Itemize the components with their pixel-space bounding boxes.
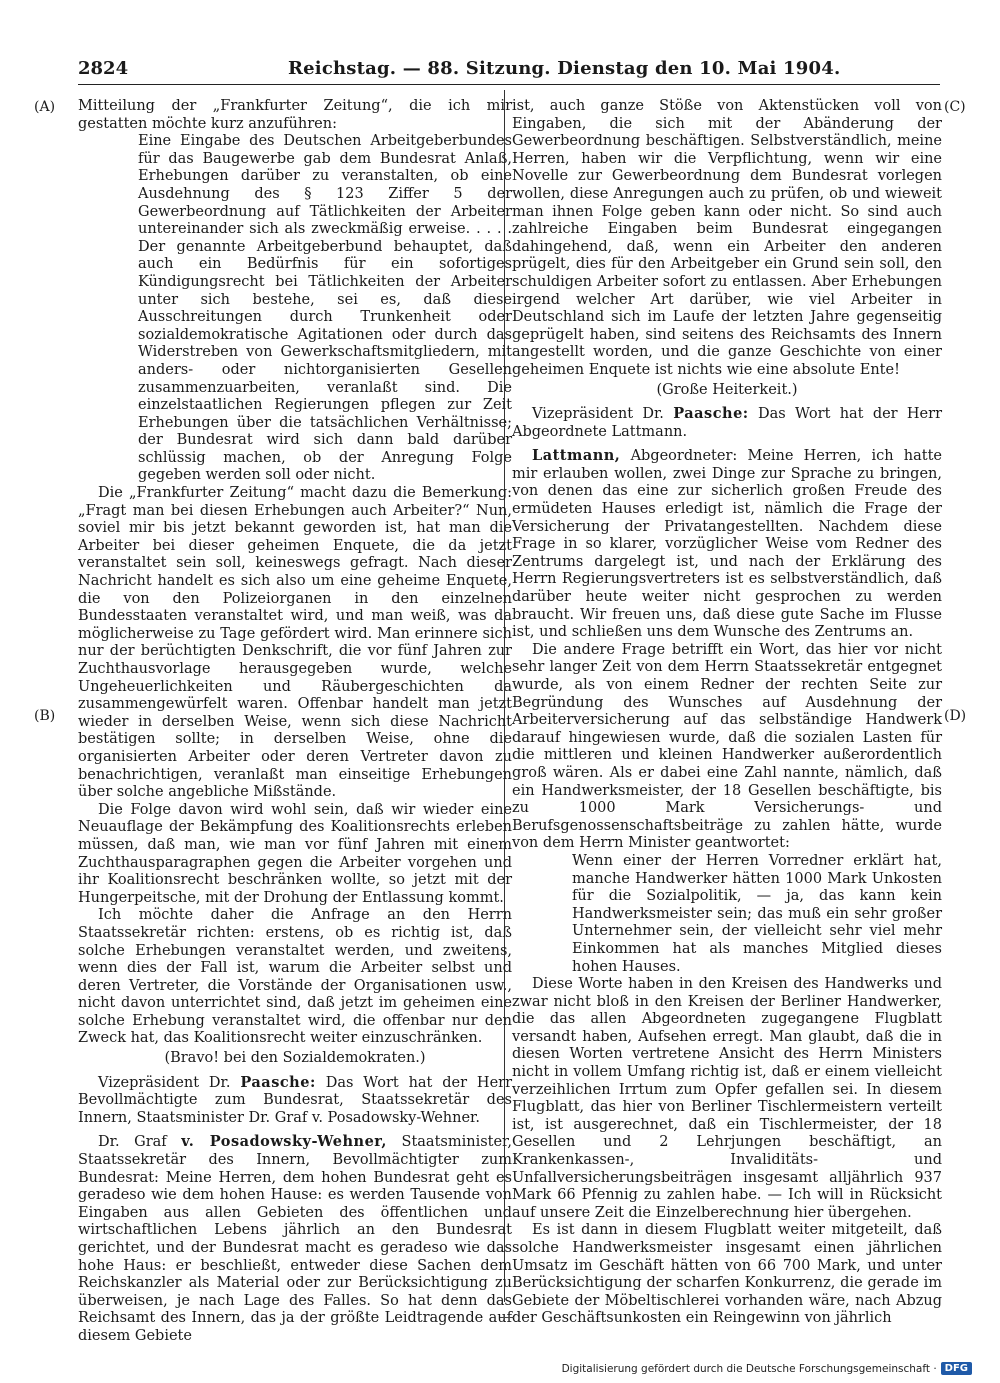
paragraph: Diese Worte haben in den Kreisen des Handwerks und zwar nicht bloß in den Kreisen der Berliner Handwerker, die das allen Abgeordneten zugegangene Flugblatt versandt haben, Aufsehen erregt. Man glaubt, daß die in diesen Worten vertretene Ansicht des Herrn Ministers nicht in vollem Umfang richtig ist, daß er einem vielleicht verzeihlichen Irrtum zum Opfer gefallen sei. In diesem Flugblatt, das hier von Berliner Tischlermeistern verteilt ist, ist ausgerechnet, daß ein Tischlermeister, der 18 Gesellen und 2 Lehrjungen beschäftigt, an Krankenkassen-, Invaliditäts- und Unfallversicherungsbeiträgen insgesamt alljährlich 937 Mark 66 Pfennig zu zahlen habe. — Ich will in Rücksicht auf unsere Zeit die Einzelberechnung hier übergehen.: [512, 976, 942, 1221]
interjection: (Große Heiterkeit.): [656, 381, 798, 398]
speaker-text: Abgeordneter: Meine Herren, ich hatte mir erlauben wollen, zwei Dinge zur Sprache zu bringen, von denen das eine zur sicherlich großen Freude des ermüdeten Hauses erledigt ist, nämlich die Frage der Versicherung der Privatangestellten. Nachdem diese Frage in so klarer, vorzüglicher Weise vom Redner des Zentrums dargelegt ist, und nach der Erklärung des Herrn Regierungsvertreters ist es selbstverständlich, daß darüber heute weiter nicht gesprochen zu werden braucht. Wir freuen uns, daß diese gute Sache im Flusse ist, und schließen uns dem Wunsche des Zentrums an.: [512, 448, 942, 641]
footer: [562, 1362, 972, 1375]
right-column: [512, 98, 942, 1328]
speaker-paragraph: [512, 447, 942, 642]
speaker-name: Paasche:: [673, 405, 749, 423]
speaker-name: Paasche:: [240, 1073, 316, 1091]
running-title: Reichstag. — 88. Sitzung. Dienstag den 10. Mai 1904.: [288, 58, 841, 79]
footer-text: Digitalisierung gefördert durch die Deutsche Forschungsgemeinschaft ·: [561, 1362, 937, 1375]
speaker-paragraph: [78, 1133, 512, 1345]
block-quote: Wenn einer der Herren Vorredner erklärt hat, manche Handwerker hätten 1000 Mark Unkosten für die Sozialpolitik, — ja, das kann kein Handwerksmeister sein; das muß ein sehr großer Unternehmer sein, der vielleicht sehr viel mehr Einkommen hat als manches Mitglied dieses hohen Hauses.: [572, 852, 942, 975]
paragraph: Mitteilung der „Frankfurter Zeitung“, die ich mir gestatten möchte kurz anzuführen:: [78, 98, 512, 132]
interjection: (Bravo! bei den Sozialdemokraten.): [164, 1050, 426, 1067]
margin-letter-a: (A): [34, 99, 56, 115]
paragraph: Ich möchte daher die Anfrage an den Herrn Staatssekretär richten: erstens, ob es richtig ist, daß solche Erhebungen veranstaltet werden, und zweitens, wenn dies der Fall ist, warum die Arbeiter selbst und deren Vertreter, die Vorstände der Organisationen usw., nicht davon unterrichtet sind, daß jetzt im geheimen eine solche Erhebung veranstaltet wird, die offenbar nur den Zweck hat, das Koalitionsrecht weiter einzuschränken.: [78, 907, 512, 1047]
speaker-paragraph: [512, 405, 942, 441]
left-column: [78, 98, 512, 1346]
speaker-text: Das Wort hat der Herr Abgeordnete Lattmann.: [512, 406, 943, 440]
block-quote: Eine Eingabe des Deutschen Arbeitgeberbundes für das Baugewerbe gab dem Bundesrat Anlaß, Erhebungen darüber zu veranstalten, ob eine Ausdehnung des § 123 Ziffer 5 der Gewerbeordnung auf Tätlichkeiten der Arbeiter untereinander sich als zweckmäßig erweise. . . . . Der genannte Arbeitgeberbund behauptet, daß auch ein Bedürfnis für ein sofortiges Kündigungsrecht bei Tätlichkeiten der Arbeiter unter sich bestehe, sei es, daß diese Ausschreitungen durch Trunkenheit oder sozialdemokratische Agitationen oder durch das Widerstreben von Gewerkschaftsmitgliedern, mit anders- oder nichtorganisierten Gesellen zusammenzuarbeiten, veranlaßt sind. Die einzelstaatlichen Regierungen pflegen zur Zeit Erhebungen über die tatsächlichen Verhältnisse; der Bundesrat wird sich dann bald darüber schlüssig machen, ob der Anregung Folge gegeben werden soll oder nicht.: [138, 133, 512, 484]
speaker-name: Lattmann,: [532, 447, 621, 465]
paragraph: Die „Frankfurter Zeitung“ macht dazu die Bemerkung: „Fragt man bei diesen Erhebungen auch Arbeiter?“ Nun, soviel mir bis jetzt bekannt geworden ist, hat man die Arbeiter bei dieser geheimen Enquete, die da jetzt veranstaltet sein soll, keineswegs gefragt. Nach dieser Nachricht handelt es sich also um eine geheime Enquete, die von den Polizeiorganen in den einzelnen Bundesstaaten veranstaltet wird, und man weiß, was da möglicherweise zu Tage gefördert wird. Man erinnere sich nur der berüchtigten Denkschrift, die vor fünf Jahren zur Zuchthausvorlage herausgegeben wurde, welche Ungeheuerlichkeiten und Räubergeschichten da zusammengewürfelt waren. Offenbar handelt man jetzt wieder in derselben Weise, wenn sich diese Nachricht bestätigen sollte; in derselben Weise, ohne die organisierten Arbeiter oder deren Vertreter davon zu benachrichtigen, veranlaßt man einseitige Erhebungen über solche angebliche Mißstände.: [78, 485, 512, 801]
margin-letter-d: (D): [944, 708, 967, 724]
page-number: 2824: [78, 58, 129, 79]
speaker-text: Das Wort hat der Herr Bevollmächtigte zum Bundesrat, Staatssekretär des Innern, Staatsminister Dr. Graf v. Posadowsky-Wehner.: [78, 1074, 513, 1126]
header-rule: [78, 84, 940, 85]
page-header: [78, 58, 940, 82]
dfg-logo-icon: DFG: [941, 1362, 972, 1375]
paragraph: Es ist dann in diesem Flugblatt weiter mitgeteilt, daß solche Handwerksmeister insgesamt einen jährlichen Umsatz im Geschäft hätten von 66 700 Mark, und unter Berücksichtigung der scharfen Konkurrenz, die gerade im Gebiete der Möbeltischlerei vorhanden wäre, nach Abzug der Geschäftsunkosten ein Reingewinn von jährlich: [512, 1222, 942, 1327]
speaker-name: v. Posadowsky-Wehner,: [181, 1133, 387, 1151]
speaker-paragraph: [78, 1074, 512, 1128]
speaker-intro: Vizepräsident Dr.: [532, 406, 664, 423]
paragraph: Die Folge davon wird wohl sein, daß wir wieder eine Neuauflage der Bekämpfung des Koalitionsrechts erleben müssen, daß man, wie man vor fünf Jahren mit einem Zuchthausparagraphen gegen die Arbeiter vorgehen und ihr Koalitionsrecht beschränken wollte, so jetzt mit der Hungerpeitsche, mit der Drohung der Entlassung kommt.: [78, 801, 512, 906]
speaker-intro: Dr. Graf: [98, 1134, 167, 1151]
margin-letter-b: (B): [34, 708, 56, 724]
paragraph: Die andere Frage betrifft ein Wort, das hier vor nicht sehr langer Zeit von dem Herrn Staatssekretär entgegnet wurde, als von einem Redner der rechten Seite zur Begründung des Wunsches auf Ausdehnung der Arbeiterversicherung auf das selbständige Handwerk darauf hingewiesen wurde, daß die sozialen Lasten für die mittleren und kleinen Handwerker außerordentlich groß wären. Als er dabei eine Zahl nannte, nämlich, daß ein Handwerksmeister, der 18 Gesellen beschäftigte, bis zu 1000 Mark Versicherungs- und Berufsgenossenschaftsbeiträge zu zahlen hätte, wurde von dem Herrn Minister geantwortet:: [512, 641, 942, 852]
paragraph: ist, auch ganze Stöße von Aktenstücken voll von Eingaben, die sich mit der Abänderung der Gewerbeordnung beschäftigen. Selbstverständlich, meine Herren, haben wir die Verpflichtung, wenn wir eine Novelle zur Gewerbeordnung dem Bundesrat vorlegen wollen, diese Anregungen auch zu prüfen, ob und wieweit man ihnen Folge geben kann oder nicht. So sind auch zahlreiche Eingaben beim Bundesrat eingegangen dahingehend, daß, wenn ein Arbeiter den anderen prügelt, dies für den Arbeitgeber ein Grund sein soll, den schuldigen Arbeiter sofort zu entlassen. Aber Erhebungen irgend welcher Art darüber, wie viel Arbeiter in Deutschland sich im Laufe der letzten Jahre gegenseitig geprügelt haben, sind seitens des Reichsamts des Innern angestellt worden, und die ganze Geschichte von einer geheimen Enquete ist nichts wie eine absolute Ente!: [512, 98, 942, 378]
speaker-text: Staatsminister, Staatssekretär des Innern, Bevollmächtigter zum Bundesrat: Meine Herren, dem hohen Bundesrat geht es geradeso wie dem hohen Hause: es werden Tausende von Eingaben aus allen Gebieten des öffentlichen und wirtschaftlichen Lebens jährlich an den Bundesrat gerichtet, und der Bundesrat macht es geradeso wie das hohe Haus: er beschließt, entweder diese Sachen dem Reichskanzler als Material oder zur Berücksichtigung zu überweisen, je nach Lage des Falles. So hat denn das Reichsamt des Innern, das ja der größte Leidtragende auf diesem Gebiete: [78, 1134, 513, 1344]
margin-letter-c: (C): [944, 99, 966, 115]
footer-rule: [500, 1317, 514, 1318]
speaker-intro: Vizepräsident Dr.: [98, 1074, 231, 1091]
